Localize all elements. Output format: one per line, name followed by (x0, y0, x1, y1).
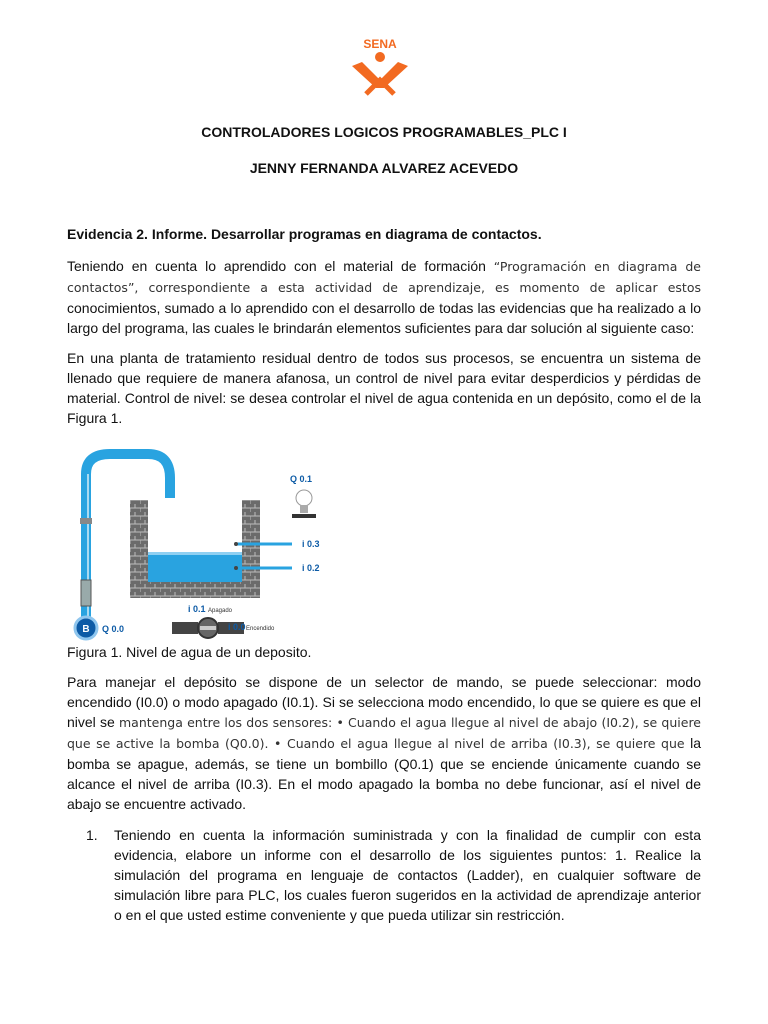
i01-sub: Apagado (208, 608, 233, 614)
operation-part-c: la bomba se apague, además, se tiene un bombillo (Q0.1) que se enciende únicamente cuando se alcance el nivel de arriba (I0.3). En el modo apagado la bomba no debe funcionar, así el nivel de abajo se encuentre activado. (67, 735, 701, 812)
operation-part-a: Para manejar el depósito se dispone de un selector de mando, se puede seleccionar: modo encendido (I0.0) o modo apagado (I0.1). Si se selecciona modo encendido, lo que se quiere es que el nivel se (67, 674, 701, 730)
q00-label: Q 0.0 (102, 624, 125, 634)
i01-label: i 0.1 (188, 604, 206, 614)
i03-label: i 0.3 (302, 539, 320, 549)
figure-caption: Figura 1. Nivel de agua de un deposito. (67, 644, 312, 660)
intro-paragraph (67, 256, 701, 338)
i00-sub: Encendido (246, 626, 275, 632)
list-item-number: 1. (86, 827, 98, 843)
task-list (86, 825, 701, 925)
list-item (86, 825, 701, 925)
sena-logo (348, 36, 412, 98)
water-pipe (86, 454, 170, 626)
author-name: JENNY FERNANDA ALVAREZ ACEVEDO (249, 160, 519, 176)
q01-label: Q 0.1 (290, 474, 313, 484)
light-bulb-icon (292, 490, 316, 518)
intro-part-a: Teniendo en cuenta lo aprendido con el material de formación (67, 258, 494, 274)
tank-figure (60, 448, 380, 644)
evidence-title: Evidencia 2. Informe. Desarrollar programas en diagrama de contactos. (67, 226, 542, 242)
operation-paragraph (67, 672, 701, 814)
list-item-text: Teniendo en cuenta la información suministrada y con la finalidad de cumplir con esta evidencia, elabore un informe con el desarrollo de los siguientes puntos: 1. Realice la simulación del programa en lenguaje de contactos (Ladder), en cualquier software de simulación libre para PLC, los cuales fueron sugeridos en la actividad de aprendizaje anterior o en el que usted estime conveniente y que pueda utilizar sin restricción. (114, 827, 701, 923)
intro-part-c: conocimientos, sumado a lo aprendido con el desarrollo de todas las evidencias que ha realizado a lo largo del programa, las cuales le brindarán elementos suficientes para dar solución al siguiente caso: (67, 300, 701, 336)
i02-label: i 0.2 (302, 563, 320, 573)
tank-floor (130, 582, 260, 598)
intro-part-b: “Programación en diagrama de contactos”, correspondiente a esta actividad de aprendizaje, es momento de aplicar estos (67, 259, 701, 295)
pump-letter: B (82, 624, 90, 635)
case-paragraph: En una planta de tratamiento residual dentro de todos sus procesos, se encuentra un sistema de llenado que requiere de manera afanosa, un control de nivel para evitar desperdicios y pérdidas de material. Control de nivel: se desea controlar el nivel de agua contenida en un depósito, como el de la Figura 1. (67, 350, 701, 426)
sena-logo-text: SENA (363, 37, 397, 51)
i00-label: i 0.0 (228, 622, 246, 632)
course-title: CONTROLADORES LOGICOS PROGRAMABLES_PLC I (201, 124, 567, 140)
tank-water (148, 552, 242, 582)
operation-part-b: mantenga entre los dos sensores: • Cuando el agua llegue al nivel de abajo (I0.2), se quiere que se active la bomba (Q0.0). • Cuando el agua llegue al nivel de arriba (I0.3), se quiere que (67, 715, 702, 751)
